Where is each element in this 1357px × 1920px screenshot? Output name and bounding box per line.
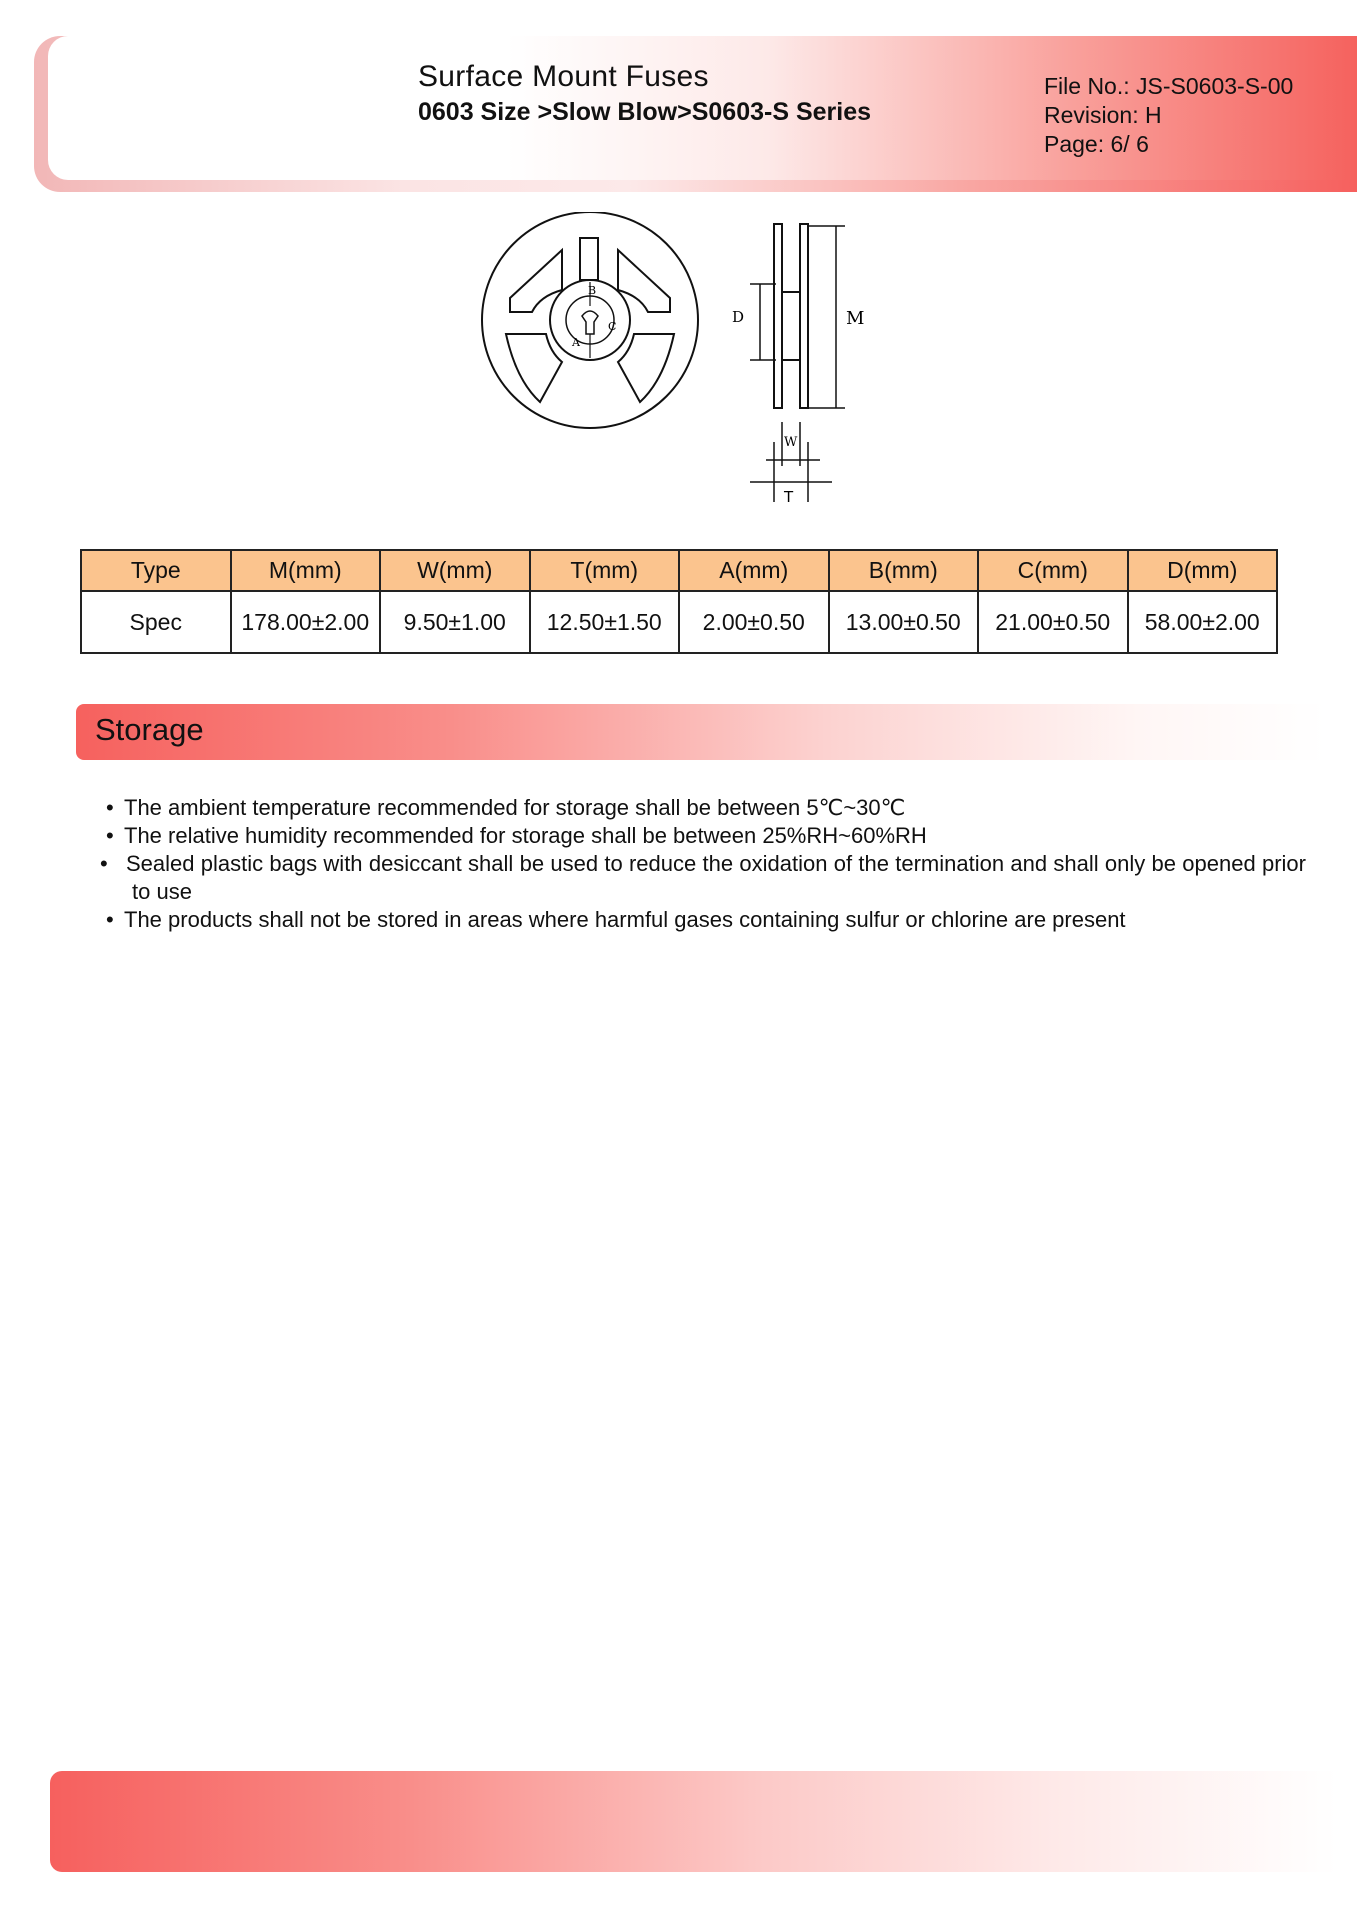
list-item: • The products shall not be stored in areas where harmful gases containing sulfur or chlorine are present	[106, 907, 1126, 932]
list-item: • The ambient temperature recommended for storage shall be between 5℃~30℃	[106, 795, 906, 820]
label-m: M	[846, 308, 865, 329]
reel-dimension-figure	[470, 212, 890, 512]
reel-spec-table	[80, 549, 1278, 654]
bullet-icon: •	[106, 907, 114, 932]
label-d: D	[732, 308, 745, 326]
list-item: • Sealed plastic bags with desiccant shall be used to reduce the oxidation of the termination and shall only be opened prior to use	[100, 851, 1306, 904]
label-c: C	[608, 320, 617, 333]
storage-section-title: Storage	[95, 712, 204, 747]
revision: Revision: H	[1044, 102, 1162, 128]
column-header: T(mm)	[530, 550, 680, 591]
bullet-icon: •	[106, 795, 114, 820]
reel-side-view	[750, 224, 845, 502]
label-w: W	[784, 435, 798, 450]
reel-front-view	[482, 212, 698, 428]
storage-section-band	[76, 704, 1326, 760]
label-a: A	[572, 336, 580, 349]
bullet-icon: •	[100, 851, 108, 876]
column-header: D(mm)	[1128, 550, 1278, 591]
column-header: A(mm)	[679, 550, 829, 591]
table-cell: Spec	[81, 591, 231, 653]
footer-band	[50, 1771, 1337, 1872]
bullet-icon: •	[106, 823, 114, 848]
column-header: C(mm)	[978, 550, 1128, 591]
table-cell: 178.00±2.00	[231, 591, 381, 653]
table-header-row	[81, 550, 1277, 591]
storage-list	[100, 794, 1306, 934]
label-b: B	[588, 284, 597, 297]
table-row	[81, 591, 1277, 653]
document-title: Surface Mount Fuses	[418, 60, 709, 93]
column-header: Type	[81, 550, 231, 591]
table-cell: 58.00±2.00	[1128, 591, 1278, 653]
column-header: W(mm)	[380, 550, 530, 591]
document-subtitle: 0603 Size >Slow Blow>S0603-S Series	[418, 98, 872, 126]
table-cell: 21.00±0.50	[978, 591, 1128, 653]
list-item: • The relative humidity recommended for storage shall be between 25%RH~60%RH	[106, 823, 927, 848]
document-meta	[1044, 72, 1293, 159]
table-cell: 2.00±0.50	[679, 591, 829, 653]
page-number: Page: 6/ 6	[1044, 131, 1149, 157]
table-cell: 9.50±1.00	[380, 591, 530, 653]
column-header: B(mm)	[829, 550, 979, 591]
label-t: T	[784, 488, 794, 506]
column-header: M(mm)	[231, 550, 381, 591]
file-number: File No.: JS-S0603-S-00	[1044, 73, 1294, 99]
table-cell: 12.50±1.50	[530, 591, 680, 653]
table-cell: 13.00±0.50	[829, 591, 979, 653]
